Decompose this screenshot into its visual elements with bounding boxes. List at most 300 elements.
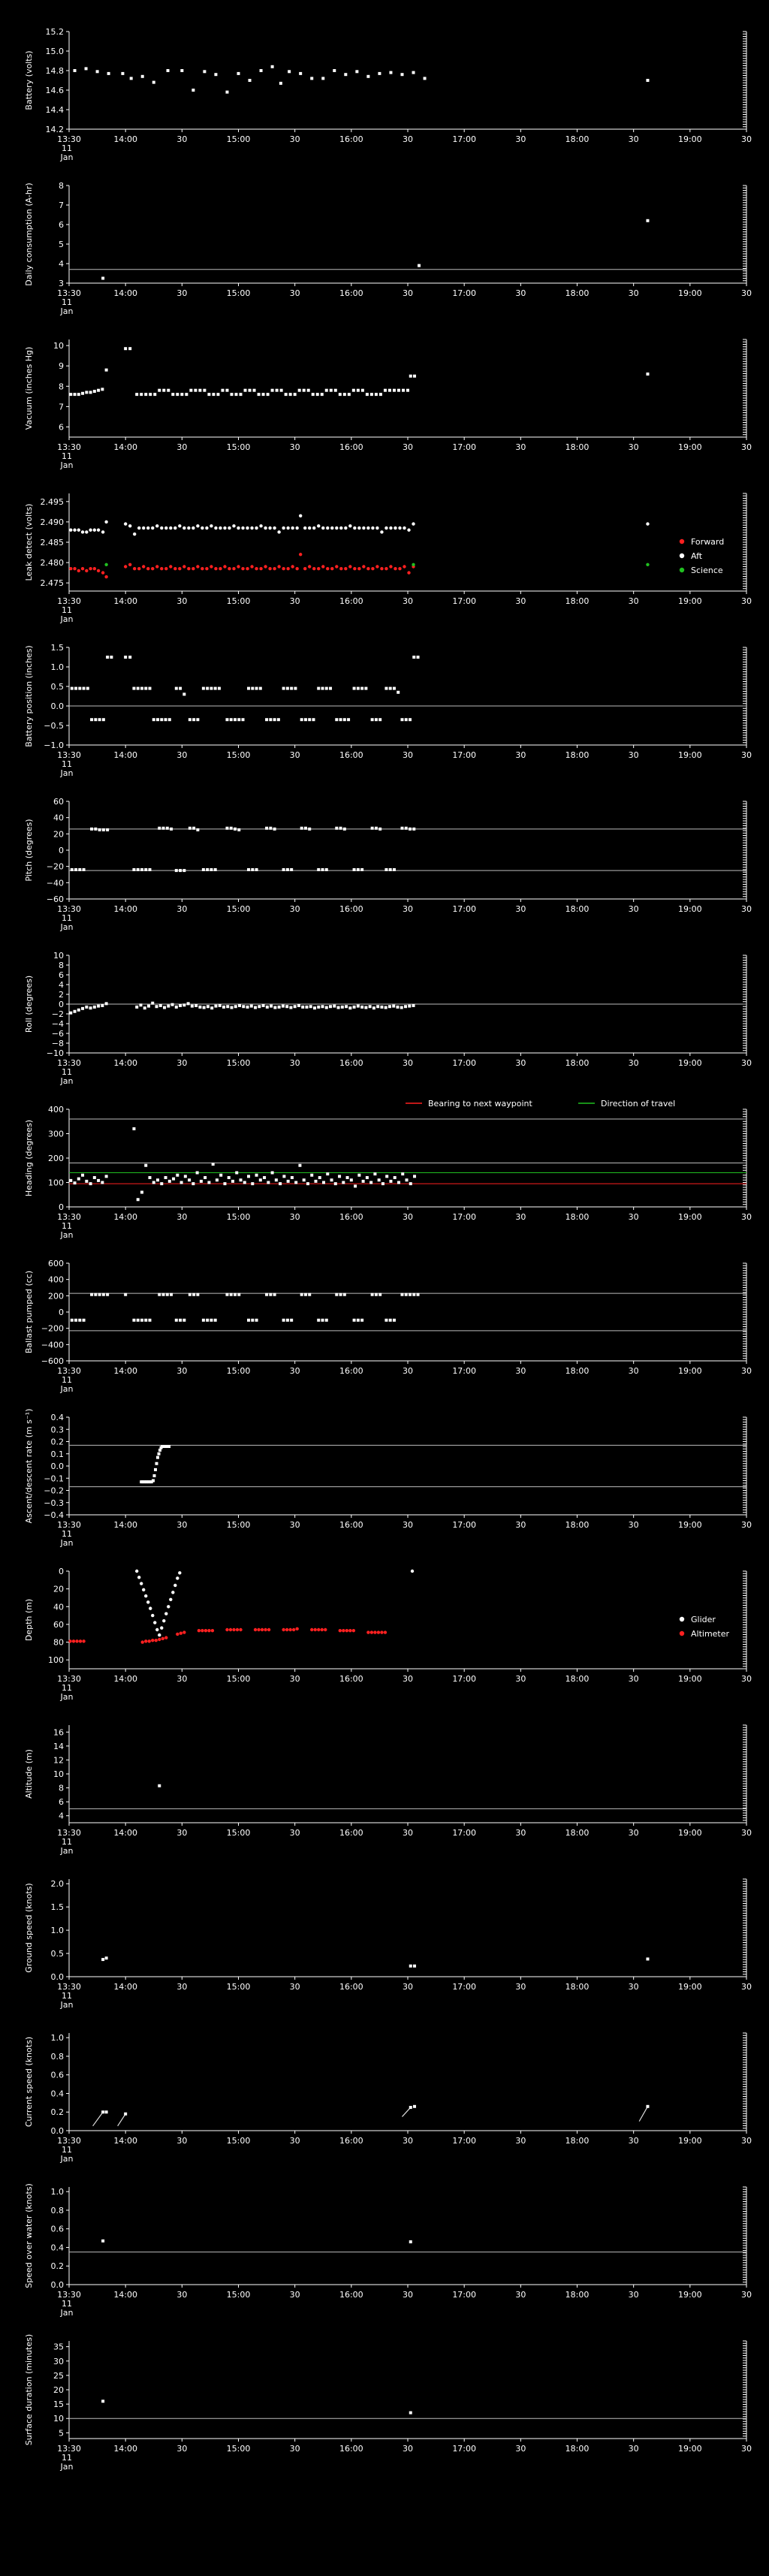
x-tick-label: 13:30 [57, 1828, 81, 1838]
data-point [137, 567, 140, 570]
data-point [179, 1632, 182, 1635]
data-point [168, 1180, 171, 1183]
y-tick-label: 2.480 [40, 558, 64, 569]
data-point [308, 526, 311, 529]
x-tick-label: 30 [176, 1520, 188, 1530]
x-tick-label: 16:00 [339, 1982, 363, 1992]
data-point [160, 567, 163, 570]
data-point [357, 567, 360, 570]
data-point [350, 1178, 353, 1181]
data-point [286, 567, 289, 570]
data-point [78, 1319, 81, 1322]
data-point [166, 1293, 169, 1296]
x-tick-label: 19:00 [677, 134, 702, 144]
data-point [310, 1628, 313, 1631]
data-point [105, 1175, 108, 1178]
data-point [83, 687, 86, 690]
data-point [206, 868, 209, 871]
data-point [303, 567, 306, 570]
x-tick-label: 30 [289, 2136, 300, 2146]
x-tick-label: 30 [176, 1366, 188, 1376]
data-point [164, 526, 167, 529]
data-point [360, 1006, 363, 1009]
data-point [384, 567, 388, 570]
data-point [285, 393, 288, 396]
x-tick-label: 18:00 [565, 1058, 590, 1068]
data-point [202, 868, 205, 871]
y-tick-label: 0.0 [50, 701, 64, 711]
data-point [373, 1172, 376, 1175]
x-tick-label: 30 [289, 2444, 300, 2454]
data-point [310, 77, 313, 80]
x-tick-label: 30 [741, 904, 752, 914]
data-point [151, 1002, 154, 1005]
x-tick-label: 30 [289, 1366, 300, 1376]
x-tick-label: 19:00 [677, 2136, 702, 2146]
data-point [242, 718, 245, 721]
data-point [196, 1172, 199, 1175]
data-point [187, 526, 190, 529]
data-point [142, 565, 145, 568]
data-point [384, 389, 387, 392]
data-point [259, 1178, 262, 1181]
data-point [214, 567, 217, 570]
data-point [237, 1293, 240, 1296]
data-point [343, 1293, 346, 1296]
data-point [384, 526, 388, 529]
data-point [294, 1181, 297, 1184]
y-tick-label: −4 [51, 1019, 64, 1029]
data-point [178, 567, 181, 570]
data-point [132, 868, 135, 871]
data-point [282, 687, 285, 690]
data-point [105, 1002, 108, 1005]
data-point [101, 2240, 104, 2243]
x-tick-label: 30 [741, 2444, 752, 2454]
data-point [223, 565, 226, 568]
data-point [241, 526, 244, 529]
x-tick-label: 18:00 [565, 2290, 590, 2300]
data-point [345, 1629, 348, 1632]
data-point [353, 1319, 356, 1322]
data-point [329, 687, 332, 690]
x-tick-label: 18:00 [565, 134, 590, 144]
x-tick-label: 14:00 [113, 1982, 138, 1992]
data-point [282, 868, 285, 871]
data-point [106, 828, 109, 831]
data-point [144, 393, 147, 396]
data-point [74, 393, 77, 396]
data-point [380, 567, 383, 570]
data-point [153, 1474, 156, 1477]
x-tick-label: 17:00 [452, 1520, 477, 1530]
y-axis-label: Leak detect (volts) [24, 503, 34, 581]
x-tick-label: 30 [515, 1366, 526, 1376]
data-point [85, 569, 88, 572]
x-tick-label: 14:00 [113, 288, 138, 298]
data-point [90, 718, 93, 721]
data-point [156, 718, 159, 721]
data-point [212, 1163, 215, 1166]
x-tick-label: 30 [628, 904, 639, 914]
data-point [306, 1182, 309, 1185]
data-point [353, 567, 356, 570]
data-point [191, 1182, 195, 1185]
data-point [308, 828, 311, 831]
x-date-month: Jan [60, 1076, 74, 1086]
data-point [407, 571, 410, 574]
x-tick-label: 17:00 [452, 288, 477, 298]
data-point [159, 1004, 162, 1007]
data-point [309, 1005, 312, 1008]
data-point [337, 1006, 340, 1009]
data-point [222, 1006, 225, 1009]
data-point [325, 1006, 328, 1009]
x-tick-label: 15:00 [226, 2136, 251, 2146]
data-point [317, 1006, 320, 1009]
data-point [360, 1319, 363, 1322]
data-point [304, 1293, 307, 1296]
data-point [326, 526, 329, 529]
x-tick-label: 18:00 [565, 1828, 590, 1838]
data-point [225, 389, 228, 392]
x-tick-label: 30 [176, 596, 188, 606]
data-point [74, 1319, 77, 1322]
data-point [312, 567, 315, 570]
data-point [144, 1164, 147, 1167]
y-axis-label: Battery (volts) [24, 50, 34, 110]
data-point [384, 1006, 388, 1009]
y-tick-label: 0.4 [50, 2243, 64, 2253]
x-tick-label: 16:00 [339, 2290, 363, 2300]
data-point [335, 526, 338, 529]
data-point [196, 1293, 199, 1296]
data-point [230, 1006, 233, 1009]
data-point [214, 1319, 217, 1322]
data-point [646, 1957, 649, 1960]
data-point [207, 1629, 210, 1632]
data-point [162, 1619, 165, 1622]
y-tick-label: 0 [59, 1000, 64, 1009]
data-point [228, 526, 231, 529]
vacuum-series [69, 347, 649, 396]
y-tick-label: −10 [46, 1048, 64, 1058]
data-point [303, 1178, 306, 1181]
data-point [210, 524, 213, 527]
x-tick-label: 30 [628, 750, 639, 760]
current-speed-chart [0, 2012, 769, 2166]
data-point [137, 1319, 140, 1322]
data-point [375, 526, 378, 529]
data-point [128, 563, 131, 566]
y-tick-label: 0.4 [50, 1413, 64, 1422]
ground-speed-chart [0, 1858, 769, 2012]
data-point [140, 868, 143, 871]
data-point [149, 393, 152, 396]
x-date-month: Jan [60, 152, 74, 162]
data-point [152, 1181, 155, 1184]
data-point [360, 687, 363, 690]
data-point [101, 1004, 104, 1007]
data-point [169, 526, 172, 529]
data-point [148, 687, 151, 690]
current-vector-arrow [118, 2114, 126, 2126]
data-point [225, 718, 228, 721]
x-tick-label: 30 [741, 134, 752, 144]
y-tick-label: 0.0 [50, 1972, 64, 1982]
x-tick-label: 15:00 [226, 288, 251, 298]
leak-detect-panel [0, 472, 769, 626]
x-tick-label: 30 [515, 1828, 526, 1838]
data-point [298, 1164, 301, 1167]
data-point [210, 1319, 213, 1322]
x-tick-label: 15:00 [226, 1828, 251, 1838]
x-tick-label: 17:00 [452, 750, 477, 760]
data-point [357, 1319, 360, 1322]
data-point [375, 827, 378, 830]
x-tick-label: 30 [515, 2444, 526, 2454]
data-point [237, 828, 240, 831]
x-tick-label: 17:00 [452, 2136, 477, 2146]
x-tick-label: 14:00 [113, 442, 138, 452]
daily-consumption-panel [0, 164, 769, 318]
data-point [353, 868, 356, 871]
data-point [167, 389, 170, 392]
x-date-month: Jan [60, 1692, 74, 1702]
data-point [288, 1628, 291, 1631]
x-tick-label: 19:00 [677, 596, 702, 606]
y-tick-label: 0.5 [50, 1949, 64, 1959]
data-point [175, 1319, 178, 1322]
x-tick-label: 30 [176, 1982, 188, 1992]
x-tick-label: 15:00 [226, 2444, 251, 2454]
data-point [347, 718, 350, 721]
data-point [258, 393, 261, 396]
data-point [384, 1319, 388, 1322]
data-point [299, 553, 302, 556]
y-tick-label: 300 [48, 1129, 64, 1139]
data-point [158, 1452, 161, 1455]
data-point [249, 79, 252, 82]
data-point [251, 687, 254, 690]
data-point [179, 1004, 182, 1007]
data-point [282, 1319, 285, 1322]
data-point [155, 1639, 158, 1642]
data-point [148, 1639, 151, 1642]
data-point [151, 567, 154, 570]
data-point [207, 1005, 210, 1008]
depth-chart [0, 1550, 769, 1704]
x-tick-label: 30 [741, 1058, 752, 1068]
data-point [370, 393, 373, 396]
data-point [266, 1006, 269, 1009]
data-point [333, 69, 336, 72]
data-point [262, 1004, 265, 1007]
data-point [389, 71, 392, 74]
data-point [102, 1293, 105, 1296]
data-point [303, 526, 306, 529]
y-tick-label: 0 [59, 846, 64, 855]
data-point [255, 868, 258, 871]
surface-duration-chart [0, 2320, 769, 2474]
data-point [278, 1006, 281, 1009]
x-tick-label: 30 [628, 2290, 639, 2300]
data-point [81, 1174, 84, 1177]
y-tick-label: −40 [46, 878, 64, 888]
y-tick-label: 200 [48, 1154, 64, 1163]
data-point [418, 264, 421, 267]
data-point [137, 687, 140, 690]
y-tick-label: 0.0 [50, 2280, 64, 2290]
data-point [291, 565, 294, 568]
y-tick-label: 60 [53, 1619, 64, 1630]
x-tick-label: 13:30 [57, 2290, 81, 2300]
data-point [178, 524, 181, 527]
data-point [269, 827, 272, 830]
y-tick-label: 6 [59, 970, 64, 980]
x-date-month: Jan [60, 2308, 74, 2318]
data-point [424, 77, 427, 80]
data-point [140, 1191, 143, 1194]
y-tick-label: −600 [41, 1356, 64, 1366]
data-point [124, 2113, 127, 2116]
legend-label: Altimeter [691, 1629, 730, 1639]
data-point [290, 868, 293, 871]
y-tick-label: −0.2 [44, 1486, 64, 1496]
y-tick-label: −2 [51, 1009, 64, 1019]
x-tick-label: 30 [289, 1058, 300, 1068]
data-point [202, 1319, 205, 1322]
data-point [124, 347, 127, 350]
data-point [182, 1003, 185, 1006]
data-point [250, 565, 253, 568]
x-tick-label: 30 [403, 442, 413, 452]
data-point [263, 1176, 266, 1179]
data-point [161, 1637, 164, 1640]
data-point [348, 393, 351, 396]
data-point [141, 1640, 144, 1643]
data-point [301, 1006, 304, 1009]
data-point [264, 526, 267, 529]
data-point [305, 1006, 308, 1009]
x-tick-label: 30 [176, 442, 188, 452]
x-tick-label: 16:00 [339, 2136, 363, 2146]
x-tick-label: 13:30 [57, 134, 81, 144]
data-point [339, 567, 342, 570]
data-point [276, 389, 279, 392]
y-tick-label: 25 [53, 2370, 64, 2381]
x-tick-label: 16:00 [339, 1828, 363, 1838]
x-tick-label: 30 [741, 288, 752, 298]
x-tick-label: 13:30 [57, 1982, 81, 1992]
heading-panel [0, 1088, 769, 1242]
roll-chart [0, 934, 769, 1088]
data-point [378, 72, 381, 75]
data-point [322, 1181, 325, 1184]
x-tick-label: 13:30 [57, 442, 81, 452]
y-axis-label: Ascent/descent rate (m s⁻¹) [24, 1408, 34, 1524]
data-point [339, 1629, 342, 1632]
data-point [144, 868, 147, 871]
data-point [188, 1178, 191, 1181]
data-point [251, 1319, 254, 1322]
x-tick-label: 14:00 [113, 2290, 138, 2300]
x-tick-label: 19:00 [677, 442, 702, 452]
data-point [214, 73, 217, 76]
data-point [101, 1958, 104, 1961]
data-point [239, 1628, 242, 1631]
y-tick-label: 7 [59, 402, 64, 412]
data-point [184, 1175, 187, 1178]
data-point [335, 1293, 338, 1296]
data-point [412, 656, 415, 659]
y-tick-label: 0 [59, 1308, 64, 1317]
y-tick-label: −20 [46, 861, 64, 872]
x-tick-label: 13:30 [57, 288, 81, 298]
x-tick-label: 15:00 [226, 1212, 251, 1222]
current-speed-series [101, 2105, 649, 2116]
data-point [97, 1179, 100, 1182]
x-tick-label: 15:00 [226, 1982, 251, 1992]
data-point [389, 565, 392, 568]
x-tick-label: 30 [289, 1828, 300, 1838]
data-point [251, 1182, 254, 1185]
data-point [264, 565, 267, 568]
y-tick-label: −400 [41, 1340, 64, 1350]
y-tick-label: 600 [48, 1259, 64, 1268]
data-point [335, 827, 338, 830]
data-point [277, 718, 280, 721]
data-point [158, 389, 161, 392]
data-point [398, 526, 401, 529]
x-tick-label: 30 [403, 596, 413, 606]
legend-swatch [680, 1631, 684, 1636]
data-point [83, 868, 86, 871]
data-point [219, 526, 222, 529]
data-point [171, 393, 174, 396]
y-tick-label: 14.6 [45, 86, 64, 95]
y-tick-label: 0.8 [50, 2051, 64, 2062]
data-point [207, 1181, 210, 1184]
data-point [160, 718, 163, 721]
x-tick-label: 13:30 [57, 596, 81, 606]
x-tick-label: 30 [403, 1212, 413, 1222]
data-point [96, 70, 99, 73]
x-tick-label: 17:00 [452, 1828, 477, 1838]
data-point [646, 2105, 649, 2108]
data-point [282, 526, 285, 529]
x-tick-label: 14:00 [113, 134, 138, 144]
x-tick-label: 17:00 [452, 1982, 477, 1992]
x-tick-label: 15:00 [226, 750, 251, 760]
x-tick-label: 30 [176, 1828, 188, 1838]
data-point [71, 687, 74, 690]
data-point [85, 391, 88, 394]
data-point [300, 1293, 303, 1296]
data-point [308, 718, 311, 721]
x-tick-label: 13:30 [57, 904, 81, 914]
data-point [204, 1176, 207, 1179]
x-date-month: Jan [60, 306, 74, 316]
x-tick-label: 19:00 [677, 1828, 702, 1838]
data-point [247, 868, 250, 871]
x-tick-label: 16:00 [339, 1058, 363, 1068]
x-tick-label: 19:00 [677, 2290, 702, 2300]
legend-label: Forward [691, 537, 725, 547]
x-tick-label: 13:30 [57, 2136, 81, 2146]
y-tick-label: 6 [59, 422, 64, 433]
x-tick-label: 30 [741, 442, 752, 452]
